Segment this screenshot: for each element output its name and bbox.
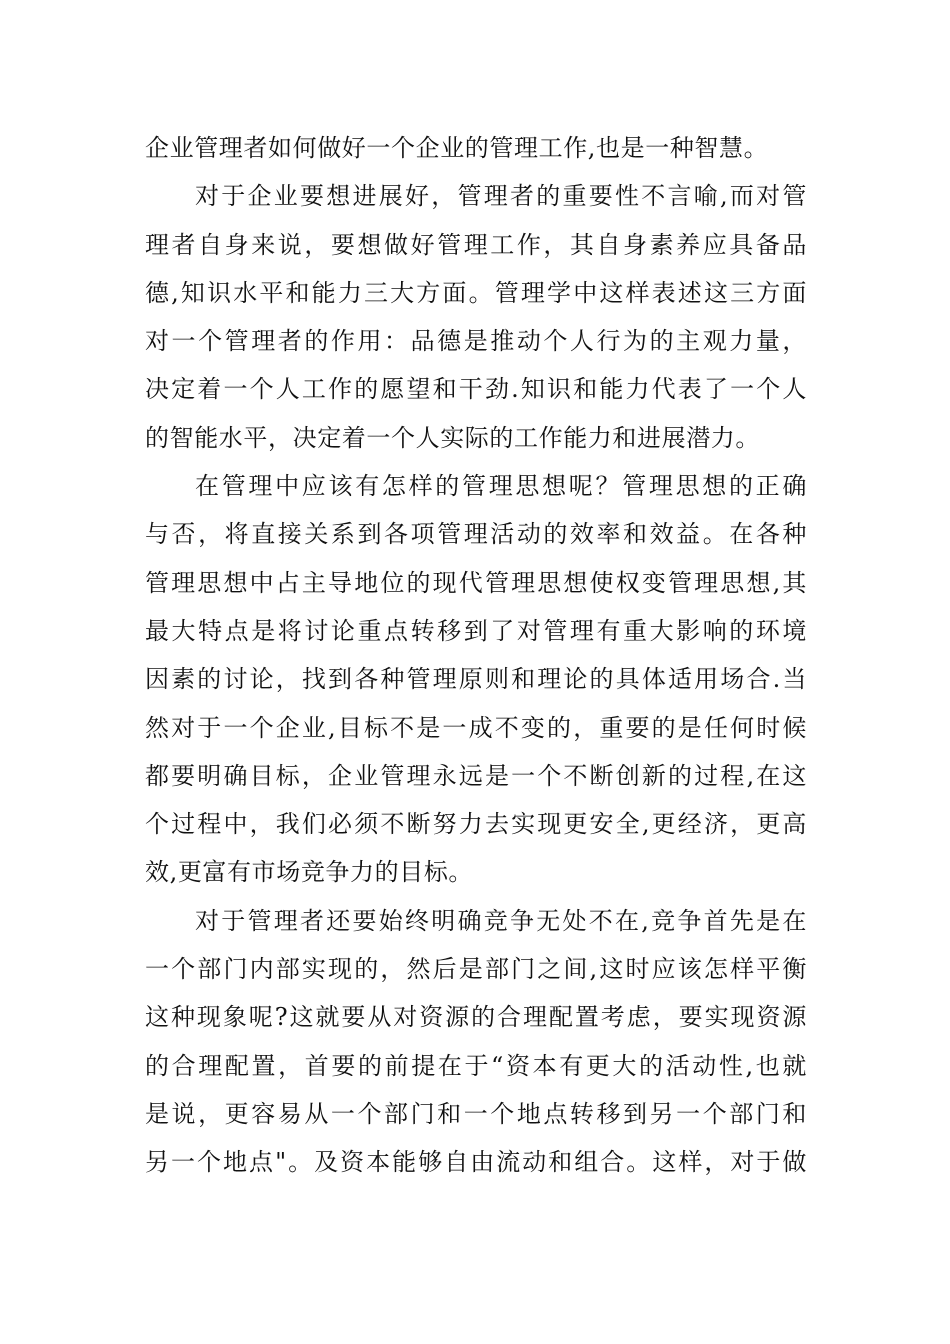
text-line: 因素的讨论，找到各种管理原则和理论的具体适用场合.当 xyxy=(145,665,807,694)
text-line: 个过程中，我们必须不断努力去实现更安全,更经济，更高 xyxy=(145,810,807,839)
text-line: 与否，将直接关系到各项管理活动的效率和效益。在各种 xyxy=(145,520,807,549)
text-line: 这种现象呢?这就要从对资源的合理配置考虑，要实现资源 xyxy=(145,1003,807,1032)
text-line: 对于管理者还要始终明确竞争无处不在,竞争首先是在 xyxy=(195,906,807,935)
text-line: 的智能水平，决定着一个人实际的工作能力和进展潜力。 xyxy=(145,423,760,452)
text-line: 在管理中应该有怎样的管理思想呢？管理思想的正确 xyxy=(195,472,807,501)
text-line: 另一个地点"。及资本能够自由流动和组合。这样，对于做 xyxy=(145,1148,807,1177)
text-line: 的合理配置，首要的前提在于“资本有更大的活动性,也就 xyxy=(145,1051,807,1080)
text-line: 是说，更容易从一个部门和一个地点转移到另一个部门和 xyxy=(145,1099,807,1128)
text-line: 理者自身来说，要想做好管理工作，其自身素养应具备品 xyxy=(145,230,807,259)
text-line: 企业管理者如何做好一个企业的管理工作,也是一种智慧。 xyxy=(145,134,769,162)
text-line: 最大特点是将讨论重点转移到了对管理有重大影响的环境 xyxy=(145,616,807,645)
text-line: 然对于一个企业,目标不是一成不变的，重要的是任何时候 xyxy=(145,713,807,742)
document-body-text xyxy=(145,124,807,1187)
text-line: 德,知识水平和能力三大方面。管理学中这样表述这三方面 xyxy=(145,278,807,307)
text-line: 决定着一个人工作的愿望和干劲.知识和能力代表了一个人 xyxy=(145,375,807,404)
text-line: 一个部门内部实现的，然后是部门之间,这时应该怎样平衡 xyxy=(145,955,807,984)
text-line: 都要明确目标，企业管理永远是一个不断创新的过程,在这 xyxy=(145,761,807,790)
text-line: 管理思想中占主导地位的现代管理思想使权变管理思想,其 xyxy=(145,568,807,597)
text-line: 效,更富有市场竞争力的目标。 xyxy=(145,858,474,887)
text-line: 对于企业要想进展好，管理者的重要性不言喻,而对管 xyxy=(195,182,807,211)
text-line: 对一个管理者的作用：品德是推动个人行为的主观力量， xyxy=(145,327,807,356)
